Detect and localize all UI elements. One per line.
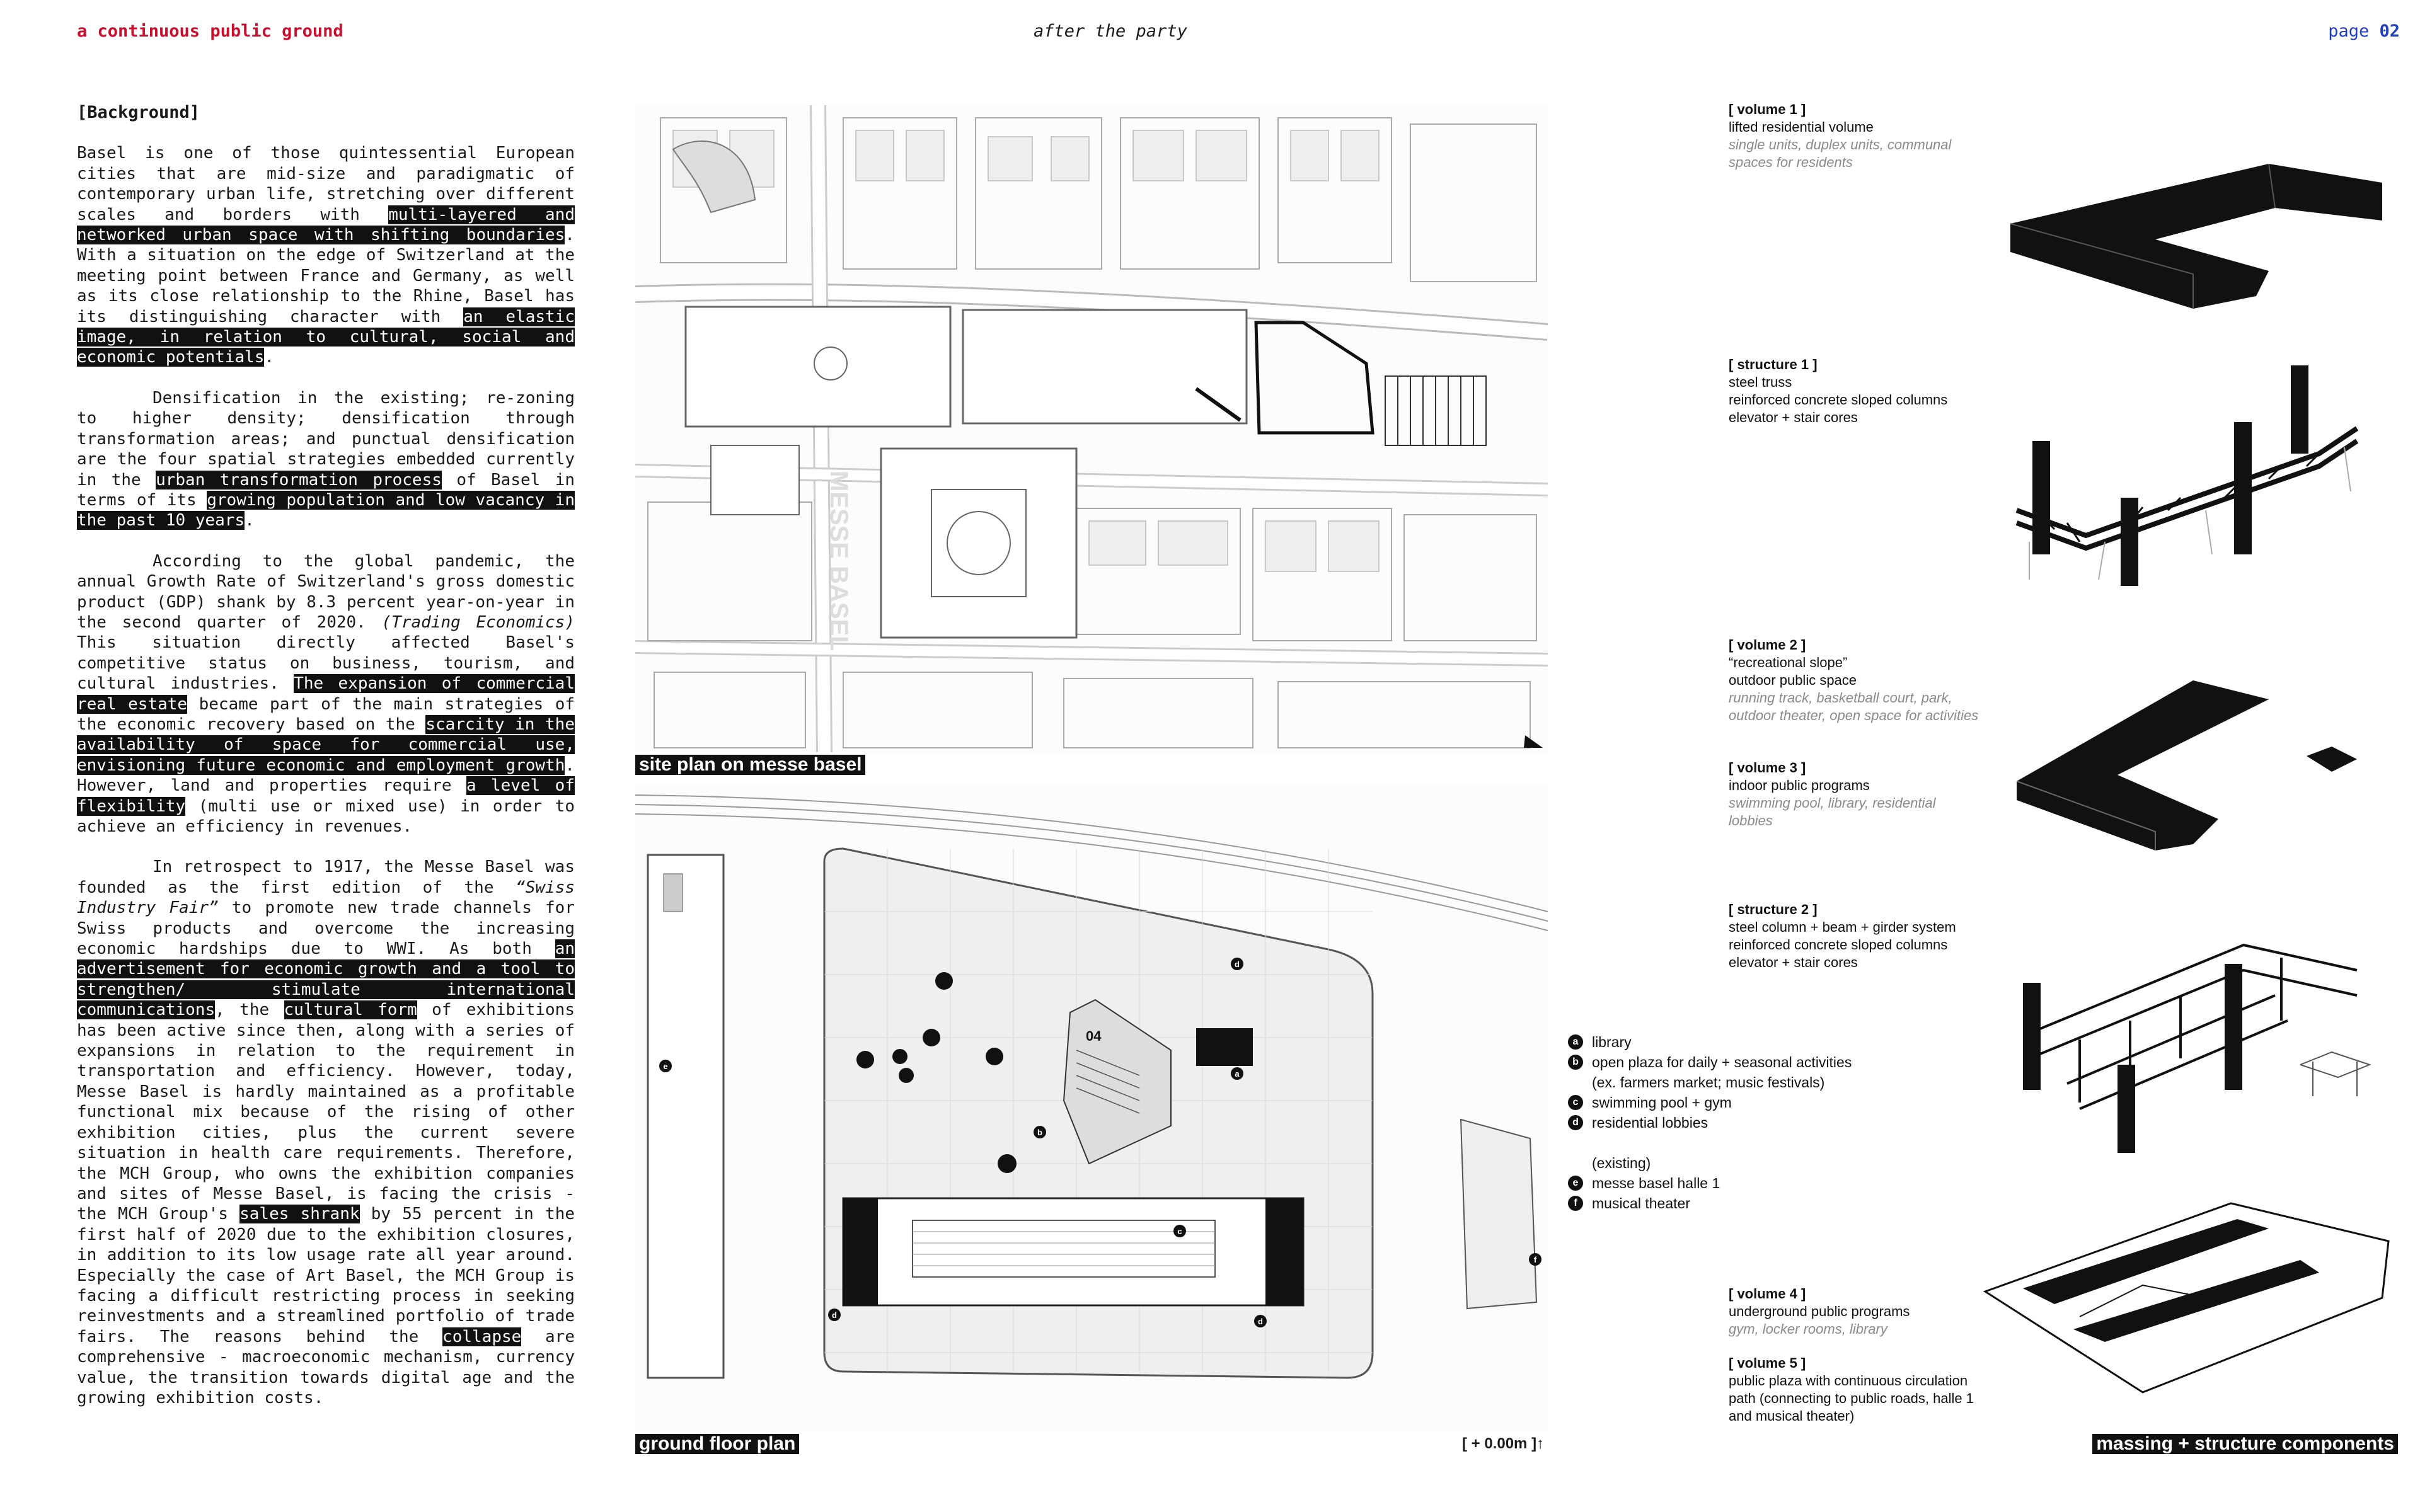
svg-text:c: c	[1177, 1227, 1182, 1236]
legend-item	[1568, 1032, 1852, 1052]
structure-1-text	[1729, 356, 2006, 427]
volume-5-title: [ volume 5 ]	[1729, 1355, 1806, 1371]
volume-3-title: [ volume 3 ]	[1729, 760, 1806, 776]
legend-marker: f	[1568, 1196, 1583, 1211]
level-indicator	[1462, 1435, 1544, 1453]
highlighted-phrase: an elastic image, in relation to cultural, social and economic potentials	[77, 307, 575, 367]
italic-phrase: “Swiss Industry Fair”	[77, 878, 575, 918]
text-segment: Basel is one of those quintessential European cities that are mid-size and paradigmatic of contemporary urban life, stretching over different scales and borders with	[77, 144, 575, 224]
text-segment: are comprehensive - macroeconomic mechanism, currency value, the transition towards digital age and the growing exhibition costs.	[77, 1327, 575, 1407]
legend-label: swimming pool + gym	[1592, 1094, 1732, 1111]
volume-3-text	[1729, 759, 2006, 830]
highlighted-phrase: a level of flexibility	[77, 776, 575, 816]
messe-ground-text: MESSE BASEL	[825, 471, 853, 651]
paragraph-4	[77, 857, 575, 1408]
legend-label: musical theater	[1592, 1195, 1690, 1211]
legend-item	[1568, 1092, 1852, 1113]
level-text: [ + 0.00m ]	[1462, 1435, 1537, 1452]
legend-label: messe basel halle 1	[1592, 1175, 1720, 1191]
highlighted-phrase: an advertisement for economic growth and a tool to strengthen/ stimulate international communications	[77, 939, 575, 1020]
legend-marker: e	[1568, 1176, 1583, 1191]
volume-4-note: gym, locker rooms, library	[1729, 1321, 1887, 1337]
highlighted-phrase: sales shrank	[239, 1205, 360, 1224]
volume-2-title: [ volume 2 ]	[1729, 637, 1806, 653]
text-segment: Densification in the existing; re-zoning to higher density; densification through transformation areas; and punctual densification are the four spatial strategies embedded currently in the	[77, 388, 575, 490]
text-segment: became part of the main strategies of the economic recovery based on the	[77, 694, 575, 734]
legend-marker: b	[1568, 1055, 1583, 1070]
ground-plan-svg	[635, 786, 1548, 1431]
structure-2-title: [ structure 2 ]	[1729, 902, 1818, 917]
up-arrow-icon: ↑	[1536, 1435, 1545, 1452]
legend-label	[1568, 1133, 1596, 1153]
legend-label: (ex. farmers market; music festivals)	[1592, 1074, 1825, 1091]
volume-2-desc1: “recreational slope”	[1729, 655, 1848, 670]
structure-1-line3: elevator + stair cores	[1729, 410, 1858, 425]
legend-item	[1568, 1193, 1852, 1213]
volume-1-text	[1729, 101, 2006, 171]
volume-4-5-diagram	[1979, 1178, 2395, 1399]
text-segment: .	[264, 348, 275, 367]
volume-4-desc: underground public programs	[1729, 1303, 1910, 1319]
page-num: 02	[2379, 21, 2400, 41]
italic-phrase: (Trading Economics)	[381, 612, 575, 632]
legend-item	[1568, 1052, 1852, 1072]
site-plan-drawing	[635, 105, 1548, 752]
svg-text:d: d	[832, 1310, 837, 1320]
text-segment: to promote new trade channels for Swiss products and overcome the increasing economic hardships due to WWI. As both	[77, 898, 575, 959]
text-segment: In retrospect to 1917, the Messe Basel was founded as the first edition of the	[77, 857, 575, 897]
legend-label: (existing)	[1592, 1155, 1651, 1171]
volume-4-text	[1729, 1285, 2006, 1338]
svg-text:f: f	[1533, 1255, 1537, 1264]
structure-2-line3: elevator + stair cores	[1729, 954, 1858, 970]
svg-text:b: b	[1037, 1128, 1042, 1137]
volume-4-title: [ volume 4 ]	[1729, 1286, 1806, 1302]
text-segment: This situation directly affected Basel's competitive status on business, tourism, and cultural industries.	[77, 633, 575, 694]
text-segment: of exhibitions has been active since then, along with a series of expansions in relation to the requirement in transportation and efficiency. However, today, Messe Basel is hardly maintained as a profitable functional mix because of the rising of other exhibition cities, plus the current severe situation in health care requirements. Therefore, the MCH Group, who owns the exhibition companies and sites of Messe Basel, is facing the crisis - the MCH Group's	[77, 1000, 575, 1224]
text-segment: . However, land and properties require	[77, 755, 575, 796]
highlighted-phrase: growing population and low vacancy in the past 10 years	[77, 490, 575, 530]
volume-1-desc: lifted residential volume	[1729, 119, 1874, 135]
volume-3-note: swimming pool, library, residential lobbies	[1729, 795, 1936, 828]
legend-item	[1568, 1072, 1852, 1092]
project-title: a continuous public ground	[77, 21, 343, 41]
massing-caption: massing + structure components	[2092, 1434, 2398, 1454]
legend-item	[1568, 1173, 1852, 1193]
site-plan-svg	[635, 105, 1548, 752]
structure-1-title: [ structure 1 ]	[1729, 357, 1818, 372]
volume-1-diagram	[2004, 151, 2395, 328]
highlighted-phrase: cultural form	[284, 1000, 417, 1020]
volume-5-text	[1729, 1354, 2006, 1425]
text-segment: , the	[215, 1000, 284, 1020]
paragraph-1	[77, 143, 575, 367]
text-segment: .	[245, 511, 255, 530]
legend-label: library	[1592, 1034, 1632, 1050]
highlighted-phrase: multi-layered and networked urban space with shifting boundaries	[77, 205, 575, 245]
paragraph-2	[77, 388, 575, 531]
legend-marker: d	[1568, 1115, 1583, 1130]
project-subtitle: after the party	[1034, 21, 1187, 41]
text-segment: of Basel in terms of its	[77, 470, 575, 510]
legend-label: open plaza for daily + seasonal activities	[1592, 1054, 1852, 1070]
svg-text:d: d	[1235, 959, 1240, 969]
text-segment: According to the global pandemic, the annual Growth Rate of Switzerland's gross domestic product (GDP) shank by 8.3 percent year-on-year in the second quarter of 2020.	[77, 551, 575, 632]
structure-1-diagram	[2004, 353, 2382, 592]
legend-marker: c	[1568, 1095, 1583, 1110]
structure-2-text	[1729, 901, 2006, 971]
highlighted-phrase: urban transformation process	[156, 470, 442, 490]
svg-text:e: e	[663, 1062, 668, 1071]
page-label: page	[2328, 21, 2370, 41]
site-plan-caption: site plan on messe basel	[635, 755, 865, 775]
ground-floor-plan-drawing	[635, 786, 1548, 1431]
structure-2-diagram	[2004, 920, 2395, 1159]
floor-04-label: 04	[1086, 1028, 1102, 1044]
text-segment: . With a situation on the edge of Switzerland at the meeting point between France and Germany, as well as its close relationship to the Rhine, Basel has its distinguishing character with	[77, 226, 575, 326]
highlighted-phrase: The expansion of commercial real estate	[77, 674, 575, 714]
structure-1-line2: reinforced concrete sloped columns	[1729, 392, 1948, 408]
legend-item	[1568, 1133, 1852, 1153]
highlighted-phrase: collapse	[442, 1327, 522, 1346]
text-segment: (multi use or mixed use) in order to achieve an efficiency in revenues.	[77, 796, 575, 836]
ground-plan-caption: ground floor plan	[635, 1434, 799, 1454]
volume-2-3-diagram	[2004, 668, 2382, 857]
svg-text:a: a	[1235, 1069, 1240, 1079]
structure-1-line1: steel truss	[1729, 374, 1792, 390]
volume-2-note: running track, basketball court, park, outdoor theater, open space for activities	[1729, 690, 1979, 723]
legend-item	[1568, 1113, 1852, 1133]
volume-1-title: [ volume 1 ]	[1729, 101, 1806, 117]
section-heading: [Background]	[77, 103, 200, 122]
legend-label: residential lobbies	[1592, 1114, 1708, 1131]
structure-2-line1: steel column + beam + girder system	[1729, 919, 1956, 935]
volume-5-desc: public plaza with continuous circulation path (connecting to public roads, halle 1 and musical theater)	[1729, 1373, 1974, 1424]
volume-2-desc2: outdoor public space	[1729, 672, 1857, 688]
legend-marker: a	[1568, 1034, 1583, 1050]
background-text	[77, 103, 575, 1428]
highlighted-phrase: scarcity in the availability of space for commercial use, envisioning future economic and employment growth	[77, 714, 575, 775]
volume-1-note: single units, duplex units, communal spaces for residents	[1729, 137, 1952, 170]
page-number	[2328, 21, 2400, 41]
text-segment: by 55 percent in the first half of 2020 due to the exhibition closures, in addition to its low usage rate all year around. Especially the case of Art Basel, the MCH Group is facing a difficult restricting process in seeking reinvestments and a streamlined portfolio of trade fairs. The reasons behind the	[77, 1205, 575, 1346]
volume-3-desc: indoor public programs	[1729, 777, 1870, 793]
plan-legend	[1568, 1032, 1852, 1213]
volume-2-text	[1729, 636, 2006, 724]
svg-text:d: d	[1258, 1317, 1263, 1326]
legend-item	[1568, 1153, 1852, 1173]
structure-2-line2: reinforced concrete sloped columns	[1729, 937, 1948, 953]
paragraph-3	[77, 551, 575, 837]
